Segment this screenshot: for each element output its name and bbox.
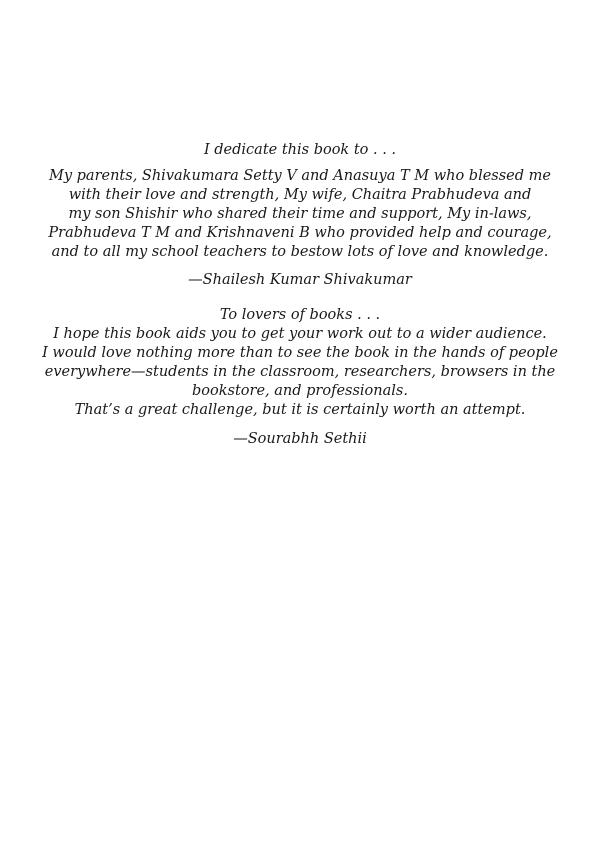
- dedication-paragraph-1: [40, 167, 560, 262]
- dedication-line: everywhere—students in the classroom, researchers, browsers in the: [44, 364, 556, 380]
- dedication-heading: [40, 141, 560, 160]
- signature-2: [40, 430, 560, 449]
- dedication-line: bookstore, and professionals.: [192, 383, 408, 399]
- dedication-line: My parents, Shivakumara Setty V and Anasuya T M who blessed me: [49, 168, 551, 184]
- dedication-paragraph-2: [40, 306, 560, 420]
- signature-text: —Sourabhh Sethii: [233, 431, 367, 447]
- dedication-line: I hope this book aids you to get your work out to a wider audience.: [53, 326, 547, 342]
- dedication-heading-text: I dedicate this book to . . .: [203, 142, 397, 158]
- signature-1: [40, 271, 560, 290]
- dedication-line: my son Shishir who shared their time and support, My in-laws,: [68, 206, 532, 222]
- dedication-line: with their love and strength, My wife, Chaitra Prabhudeva and: [68, 187, 532, 203]
- dedication-line: Prabhudeva T M and Krishnaveni B who provided help and courage,: [48, 225, 552, 241]
- dedication-line: That’s a great challenge, but it is certainly worth an attempt.: [74, 402, 526, 418]
- dedication-line: I would love nothing more than to see the book in the hands of people: [42, 345, 558, 361]
- dedication-line: To lovers of books . . .: [219, 307, 381, 323]
- signature-text: —Shailesh Kumar Shivakumar: [188, 272, 412, 288]
- dedication-line: and to all my school teachers to bestow lots of love and knowledge.: [51, 244, 549, 260]
